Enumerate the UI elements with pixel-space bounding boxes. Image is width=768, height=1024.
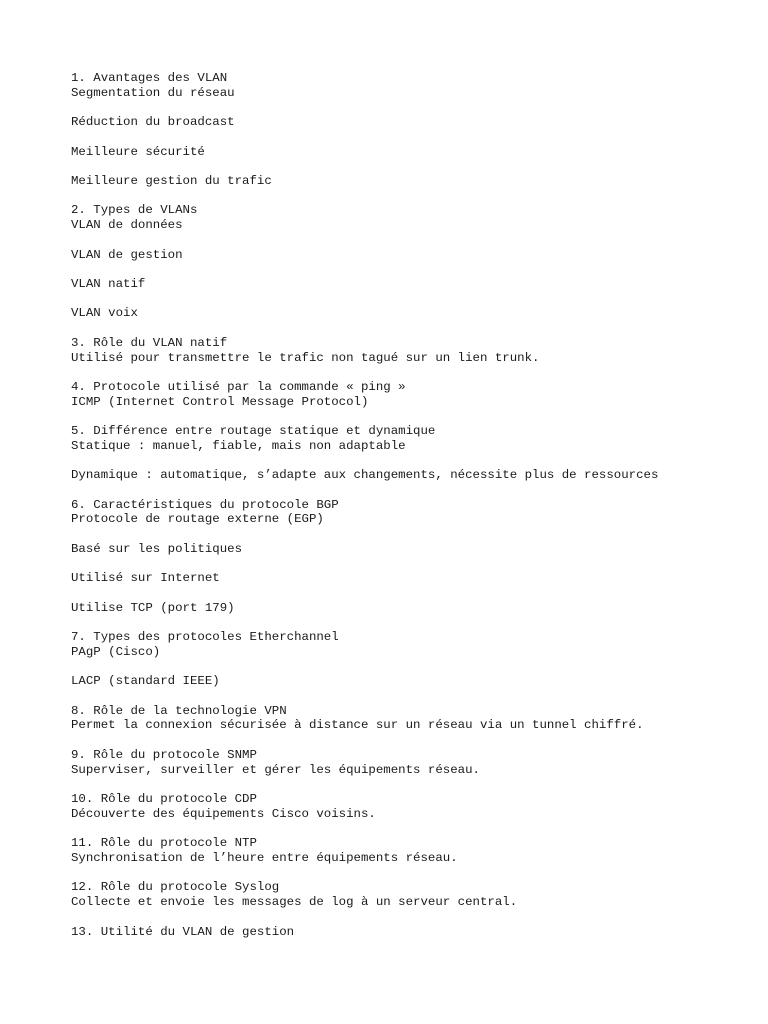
section-item-block bbox=[71, 277, 751, 292]
section-item-block bbox=[71, 571, 751, 586]
section-heading: 3. Rôle du VLAN natif bbox=[71, 335, 228, 350]
section-item: Meilleure sécurité bbox=[71, 144, 205, 159]
section-item-block bbox=[71, 601, 751, 616]
section-10 bbox=[71, 792, 751, 822]
section-item: Synchronisation de l’heure entre équipements réseau. bbox=[71, 850, 458, 865]
section-item: Utilisé sur Internet bbox=[71, 571, 220, 586]
section-item: Permet la connexion sécurisée à distance sur un réseau via un tunnel chiffré. bbox=[71, 718, 644, 733]
section-item: Réduction du broadcast bbox=[71, 115, 235, 130]
section-item: Collecte et envoie les messages de log à un serveur central. bbox=[71, 895, 518, 910]
section-5 bbox=[71, 424, 751, 454]
section-item: Basé sur les politiques bbox=[71, 541, 243, 556]
section-item-block bbox=[71, 674, 751, 689]
section-8 bbox=[71, 704, 751, 734]
section-item: VLAN natif bbox=[71, 276, 146, 291]
section-heading: 2. Types de VLANs bbox=[71, 203, 198, 218]
section-11 bbox=[71, 836, 751, 866]
section-heading: 6. Caractéristiques du protocole BGP bbox=[71, 497, 339, 512]
section-item: Superviser, surveiller et gérer les équipements réseau. bbox=[71, 762, 480, 777]
section-item-block bbox=[71, 145, 751, 160]
section-2 bbox=[71, 203, 751, 233]
section-7 bbox=[71, 630, 751, 660]
section-item: Segmentation du réseau bbox=[71, 85, 235, 100]
section-heading: 9. Rôle du protocole SNMP bbox=[71, 747, 257, 762]
section-heading: 11. Rôle du protocole NTP bbox=[71, 836, 257, 851]
section-heading: 10. Rôle du protocole CDP bbox=[71, 791, 257, 806]
section-item: Découverte des équipements Cisco voisins. bbox=[71, 806, 376, 821]
section-heading: 13. Utilité du VLAN de gestion bbox=[71, 924, 295, 939]
section-item: Statique : manuel, fiable, mais non adaptable bbox=[71, 438, 406, 453]
section-heading: 5. Différence entre routage statique et dynamique bbox=[71, 424, 436, 439]
section-heading: 7. Types des protocoles Etherchannel bbox=[71, 630, 339, 645]
section-item: ICMP (Internet Control Message Protocol) bbox=[71, 394, 369, 409]
section-13 bbox=[71, 925, 751, 940]
section-item: LACP (standard IEEE) bbox=[71, 674, 220, 689]
section-item-block bbox=[71, 115, 751, 130]
section-1 bbox=[71, 71, 751, 101]
section-item-block bbox=[71, 542, 751, 557]
section-3 bbox=[71, 336, 751, 366]
section-9 bbox=[71, 748, 751, 778]
section-item: VLAN voix bbox=[71, 306, 138, 321]
section-item: PAgP (Cisco) bbox=[71, 644, 161, 659]
section-6 bbox=[71, 498, 751, 528]
section-heading: 1. Avantages des VLAN bbox=[71, 71, 228, 85]
section-item: VLAN de données bbox=[71, 218, 183, 233]
section-item-block bbox=[71, 468, 751, 483]
section-item: VLAN de gestion bbox=[71, 247, 183, 262]
section-heading: 4. Protocole utilisé par la commande « ping » bbox=[71, 379, 406, 394]
section-item-block bbox=[71, 174, 751, 189]
section-item: Protocole de routage externe (EGP) bbox=[71, 512, 324, 527]
section-item: Utilisé pour transmettre le trafic non tagué sur un lien trunk. bbox=[71, 350, 540, 365]
section-item: Utilise TCP (port 179) bbox=[71, 600, 235, 615]
section-item-block bbox=[71, 306, 751, 321]
document-page bbox=[71, 71, 751, 954]
section-12 bbox=[71, 880, 751, 910]
section-item: Dynamique : automatique, s’adapte aux changements, nécessite plus de ressources bbox=[71, 468, 659, 483]
section-4 bbox=[71, 380, 751, 410]
section-item: Meilleure gestion du trafic bbox=[71, 173, 272, 188]
section-heading: 12. Rôle du protocole Syslog bbox=[71, 880, 280, 895]
section-heading: 8. Rôle de la technologie VPN bbox=[71, 703, 287, 718]
section-item-block bbox=[71, 248, 751, 263]
